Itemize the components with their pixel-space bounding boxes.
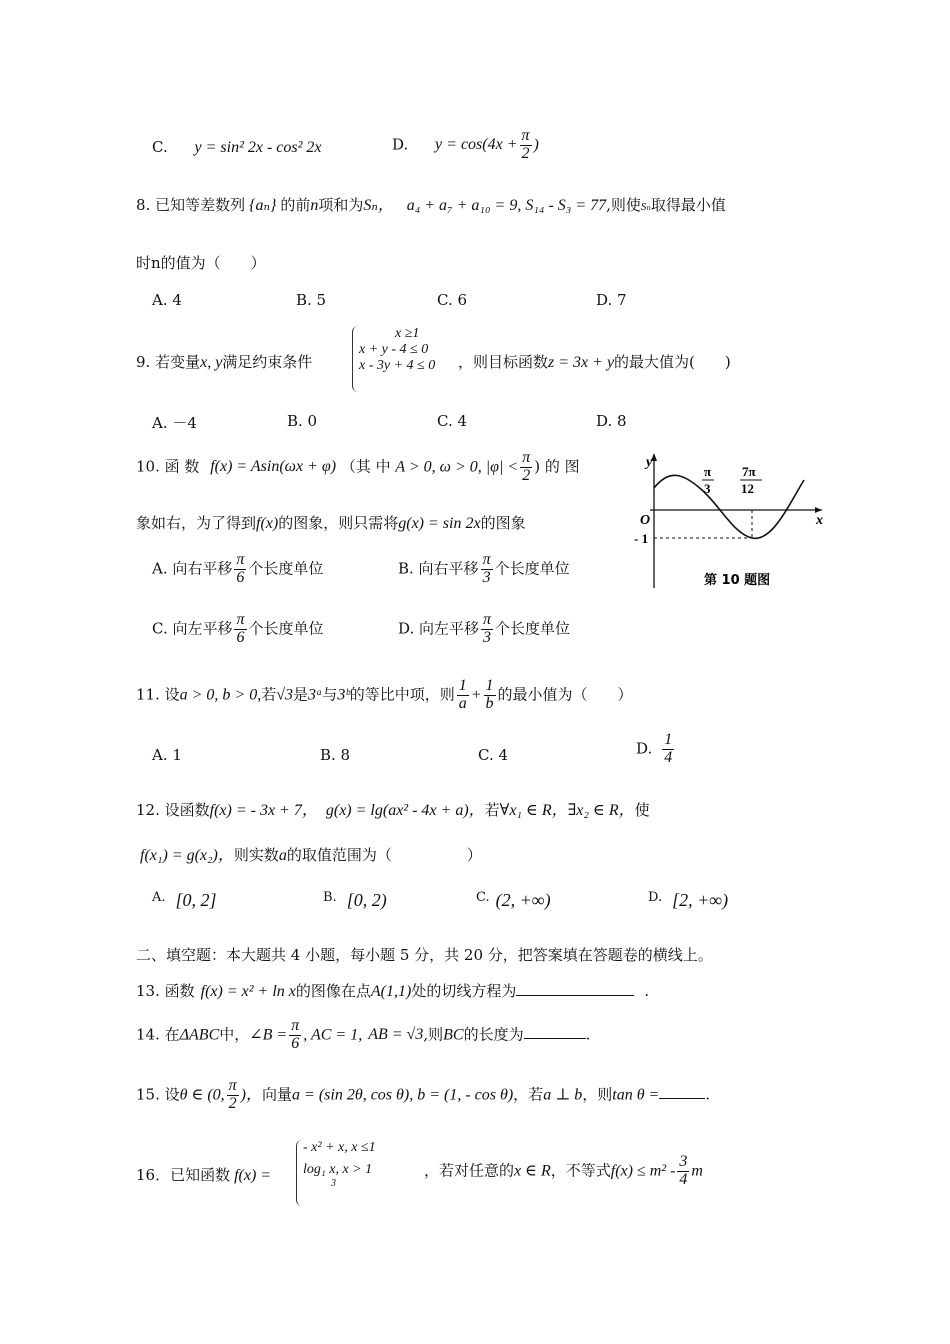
- q11-option-b: B. 8: [320, 746, 351, 764]
- fraction: $\frac{\pi}{2}$: [521, 127, 530, 162]
- q16-line: 16．已知函数 f(x) =: [136, 1166, 272, 1184]
- q10-option-b: B. 向右平移 $\frac{\pi}{3}$ 个长度单位: [398, 551, 570, 586]
- q8-option-b: B. 5: [296, 291, 327, 309]
- fraction: $\frac{\pi}{6}$: [236, 611, 245, 646]
- q10-option-c: C. 向左平移 $\frac{\pi}{6}$ 个长度单位: [152, 611, 324, 646]
- fraction: $\frac{1}{b}$: [485, 677, 494, 712]
- q9-option-d: D. 8: [596, 412, 627, 430]
- tick-7pi-over-12-num: 7π: [742, 464, 756, 479]
- q9-post: ，则目标函数z = 3x + y的最大值为( ): [458, 353, 731, 371]
- tick-pi-over-3-num: π: [704, 464, 712, 479]
- q10-option-d: D. 向左平移 $\frac{\pi}{3}$ 个长度单位: [398, 611, 571, 646]
- q11-option-d: D. $\frac{1}{4}$: [636, 731, 673, 766]
- answer-blank[interactable]: [524, 1038, 586, 1039]
- fraction: $\frac{\pi}{3}$: [482, 551, 491, 586]
- y-label: y: [646, 455, 653, 470]
- q9-option-b: B. 0: [287, 412, 318, 430]
- q14-line: 14. 在ΔABC中，∠B = $\frac{\pi}{6}$ , AC = 1, AB = √3,则BC的长度为 .: [136, 1017, 591, 1052]
- q12-option-a: A. [0, 2]: [152, 890, 217, 910]
- sine-curve: [654, 475, 804, 538]
- q8-line2: 时n的值为（ ）: [136, 254, 266, 272]
- q10-line2: 象如右，为了得到f(x)的图象，则只需将g(x) = sin 2x的图象: [136, 514, 526, 532]
- section-heading: 二、填空题：本大题共 4 小题，每小题 5 分，共 20 分，把答案填在答题卷的横线上。: [136, 946, 713, 964]
- origin-label: O: [640, 513, 651, 528]
- answer-blank[interactable]: [659, 1098, 705, 1099]
- tick-pi-over-3-den: 3: [704, 481, 711, 496]
- x-label: x: [816, 513, 823, 528]
- q13-line: 13. 函数 f(x) = x² + ln x的图像在点A(1,1)处的切线方程为 .: [136, 982, 650, 1000]
- q7-option-c: C. y = sin² 2x - cos² 2x: [152, 138, 322, 156]
- q10-line1: 10. 函 数 f(x) = Asin(ωx + φ) （其 中 A > 0, ω > 0, |φ| < $\frac{\pi}{2}$ ) 的 图: [136, 449, 580, 484]
- q9-option-c: C. 4: [437, 412, 468, 430]
- neg-one-label: - 1: [634, 531, 649, 546]
- fraction: $\frac{\pi}{2}$: [228, 1077, 237, 1112]
- q11-line: 11. 设a > 0, b > 0,若√3是3ᵃ与3ᵇ的等比中项，则 $\frac{1}{a}$ + $\frac{1}{b}$ 的最小值为（ ）: [136, 677, 633, 712]
- q8-option-d: D. 7: [596, 291, 627, 309]
- q12-line2: f(x₁) = g(x₂)，则实数a的取值范围为（ ）: [140, 846, 482, 864]
- q11-option-a: A. 1: [152, 746, 182, 764]
- fraction: $\frac{\pi}{6}$: [291, 1017, 300, 1052]
- q9-constraint-system: x ≥1 x + y - 4 ≤ 0 x - 3y + 4 ≤ 0: [352, 326, 435, 392]
- fraction: $\frac{1}{4}$: [664, 731, 673, 766]
- q8-option-c: C. 6: [437, 291, 468, 309]
- fraction: $\frac{\pi}{2}$: [522, 449, 531, 484]
- q9-option-a: A. －4: [152, 414, 197, 432]
- fraction: $\frac{\pi}{6}$: [236, 551, 245, 586]
- q7-option-d: D. y = cos(4x + $\frac{\pi}{2}$ ): [392, 127, 539, 162]
- q8-option-a: A. 4: [152, 291, 182, 309]
- q12-option-d: D. [2, +∞): [648, 890, 729, 910]
- q12-option-b: B. [0, 2): [323, 890, 387, 910]
- q16-post: ，若对任意的x ∈ R，不等式f(x) ≤ m² - $\frac{3}{4}$ m: [424, 1153, 703, 1188]
- q10-graph: [632, 448, 832, 598]
- q15-line: 15. 设θ ∈ (0, $\frac{\pi}{2}$ )，向量a = (sin 2θ, cos θ), b = (1, - cos θ)，若a ⊥ b，则tan θ = .: [136, 1077, 711, 1112]
- tick-7pi-over-12-den: 12: [741, 481, 754, 496]
- graph-caption: 第 10 题图: [704, 573, 771, 588]
- q8-line1: 8. 已知等差数列 {aₙ} 的前n项和为Sₙ， a₄ + a₇ + a₁₀ = 9, S₁₄ - S₃ = 77,则使Sₙ取得最小值: [136, 196, 726, 214]
- answer-blank[interactable]: [516, 995, 634, 996]
- fraction: $\frac{\pi}{3}$: [483, 611, 492, 646]
- q12-option-c: C. (2, +∞): [476, 890, 551, 910]
- q16-piecewise: - x² + x, x ≤1 log₁ x, x > 1 3: [296, 1140, 376, 1206]
- q12-line1: 12. 设函数f(x) = - 3x + 7， g(x) = lg(ax² - 4x + a)，若∀x₁ ∈ R，∃x₂ ∈ R，使: [136, 801, 650, 819]
- q10-option-a: A. 向右平移 $\frac{\pi}{6}$ 个长度单位: [152, 551, 324, 586]
- fraction: $\frac{1}{a}$: [458, 677, 467, 712]
- q11-option-c: C. 4: [478, 746, 509, 764]
- fraction: $\frac{3}{4}$: [679, 1153, 688, 1188]
- q9-pre: 9. 若变量x, y满足约束条件: [136, 353, 313, 371]
